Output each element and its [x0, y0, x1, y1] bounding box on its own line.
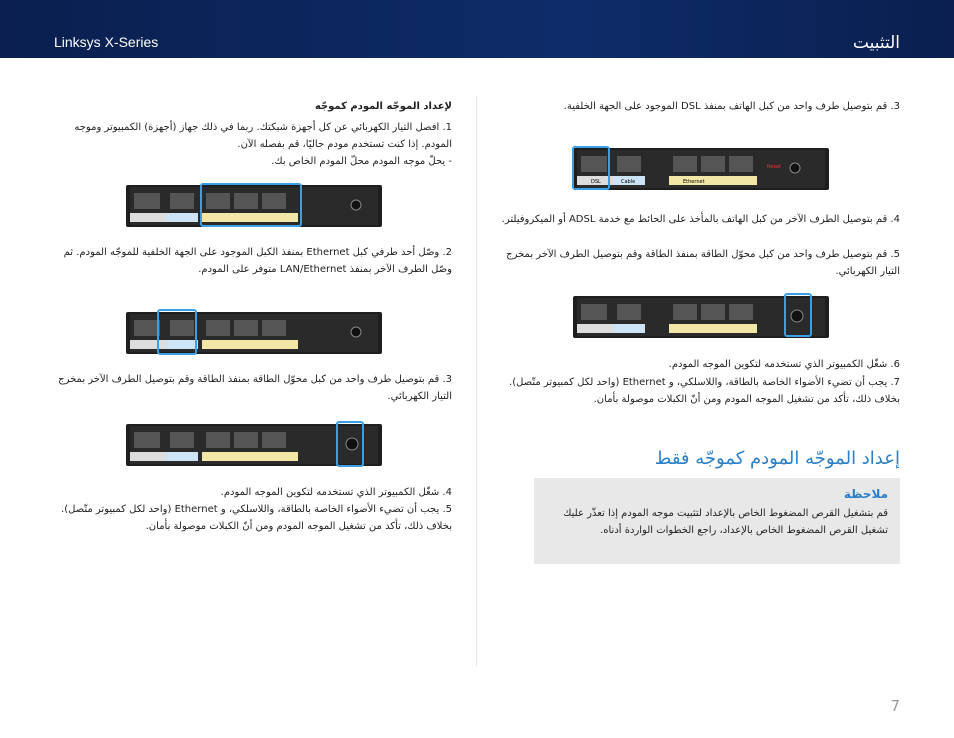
- left-step4-text: 4. شغّل الكمبيوتر الذي تستخدمه لتكوين الموجه المودم.: [220, 487, 452, 498]
- left-step5: [52, 501, 452, 535]
- right-step4-text: 4. قم بتوصيل الطرف الآخر من كبل الهاتف بالمأخذ على الحائط مع خدمة ADSL أو الميكروفيلتر.: [501, 214, 900, 225]
- right-step5-text: 5. قم بتوصيل طرف واحد من كبل محوّل الطاقة بمنفذ الطاقة وقم بتوصيل الطرف الآخر بمخرج التيار الكهربائي.: [506, 249, 900, 277]
- left-step5-text: 5. يجب أن تضيء الأضواء الخاصة بالطاقة، واللاسلكي، و Ethernet (واحد لكل كمبيوتر متّصل). بخلاف ذلك، تأكد من تشغيل الموجه المودم ومن أنّ الكبلات موصولة بأمان.: [61, 504, 452, 532]
- left-heading-block: [52, 98, 452, 170]
- panel-cable-label: Cable: [621, 179, 636, 185]
- right-step3-text: 3. قم بتوصيل طرف واحد من كبل الهاتف بمنفذ DSL الموجود على الجهة الخلفية.: [563, 101, 900, 112]
- left-step3: [52, 371, 452, 405]
- right-step4: [500, 211, 900, 228]
- column-divider: [476, 96, 477, 666]
- left-step2: [52, 244, 452, 278]
- right-step6: [500, 356, 900, 373]
- brand-label: Linksys X-Series: [54, 34, 159, 50]
- right-step6-text: 6. شغّل الكمبيوتر الذي تستخدمه لتكوين الموجه المودم.: [668, 359, 900, 370]
- left-step4: [52, 484, 452, 501]
- right-step3: [500, 98, 900, 115]
- router-panel-art: [573, 148, 829, 190]
- note-title: ملاحظة: [843, 487, 888, 501]
- header-bar: [0, 0, 954, 58]
- page-number: 7: [890, 697, 900, 715]
- cable-port-highlight: [157, 309, 197, 355]
- note-box: [534, 478, 900, 564]
- left-step1-text: 1. افصل التيار الكهربائي عن كل أجهزة شبكتك. ربما في ذلك جهاز (أجهزة) الكمبيوتر وموجه المودم. إذا كنت تستخدم مودم حاليًا، قم بفصله الآن.: [74, 122, 452, 150]
- ethernet-ports-highlight: [200, 183, 302, 227]
- left-step1b-text: - يحلّ موجه المودم محلّ المودم الخاص بك.: [271, 156, 452, 167]
- power-port-highlight-left: [336, 421, 364, 467]
- right-step5: [500, 246, 900, 280]
- section-label: التثبيت: [852, 33, 900, 53]
- right-step7: [500, 374, 900, 408]
- panel-ethernet-label: Ethernet: [683, 179, 705, 185]
- left-step2-text: 2. وصّل أحد طرفي كبل Ethernet بمنفذ الكبل الموجود على الجهة الخلفية للموجّه المودم. ثم وصّل الطرف الآخر بمنفذ LAN/Ethernet متوفر على المودم.: [63, 247, 452, 275]
- router-panel-dsl: [573, 148, 829, 190]
- power-port-highlight-right: [784, 293, 812, 337]
- left-step3-text: 3. قم بتوصيل طرف واحد من كبل محوّل الطاقة بمنفذ الطاقة وقم بتوصيل الطرف الآخر بمخرج التيار الكهربائي.: [58, 374, 452, 402]
- section-title: إعداد الموجّه المودم كموجّه فقط: [654, 448, 900, 469]
- dsl-port-highlight: [572, 146, 610, 190]
- left-heading: لإعداد الموجّه المودم كموجّه: [314, 101, 452, 112]
- right-step7-text: 7. يجب أن تضيء الأضواء الخاصة بالطاقة، واللاسلكي، و Ethernet (واحد لكل كمبيوتر متّصل). بخلاف ذلك، تأكد من تشغيل الموجه المودم ومن أنّ الكبلات موصولة بأمان.: [509, 377, 900, 405]
- note-text: قم بتشغيل القرص المضغوط الخاص بالإعداد لتثبيت موجه المودم إذا تعذّر عليك تشغيل القرص المضغوط الخاص بالإعداد، راجع الخطوات الواردة أدناه.: [563, 508, 888, 536]
- panel-dsl-label: DSL: [591, 179, 601, 185]
- panel-reset-label: Reset: [767, 164, 781, 170]
